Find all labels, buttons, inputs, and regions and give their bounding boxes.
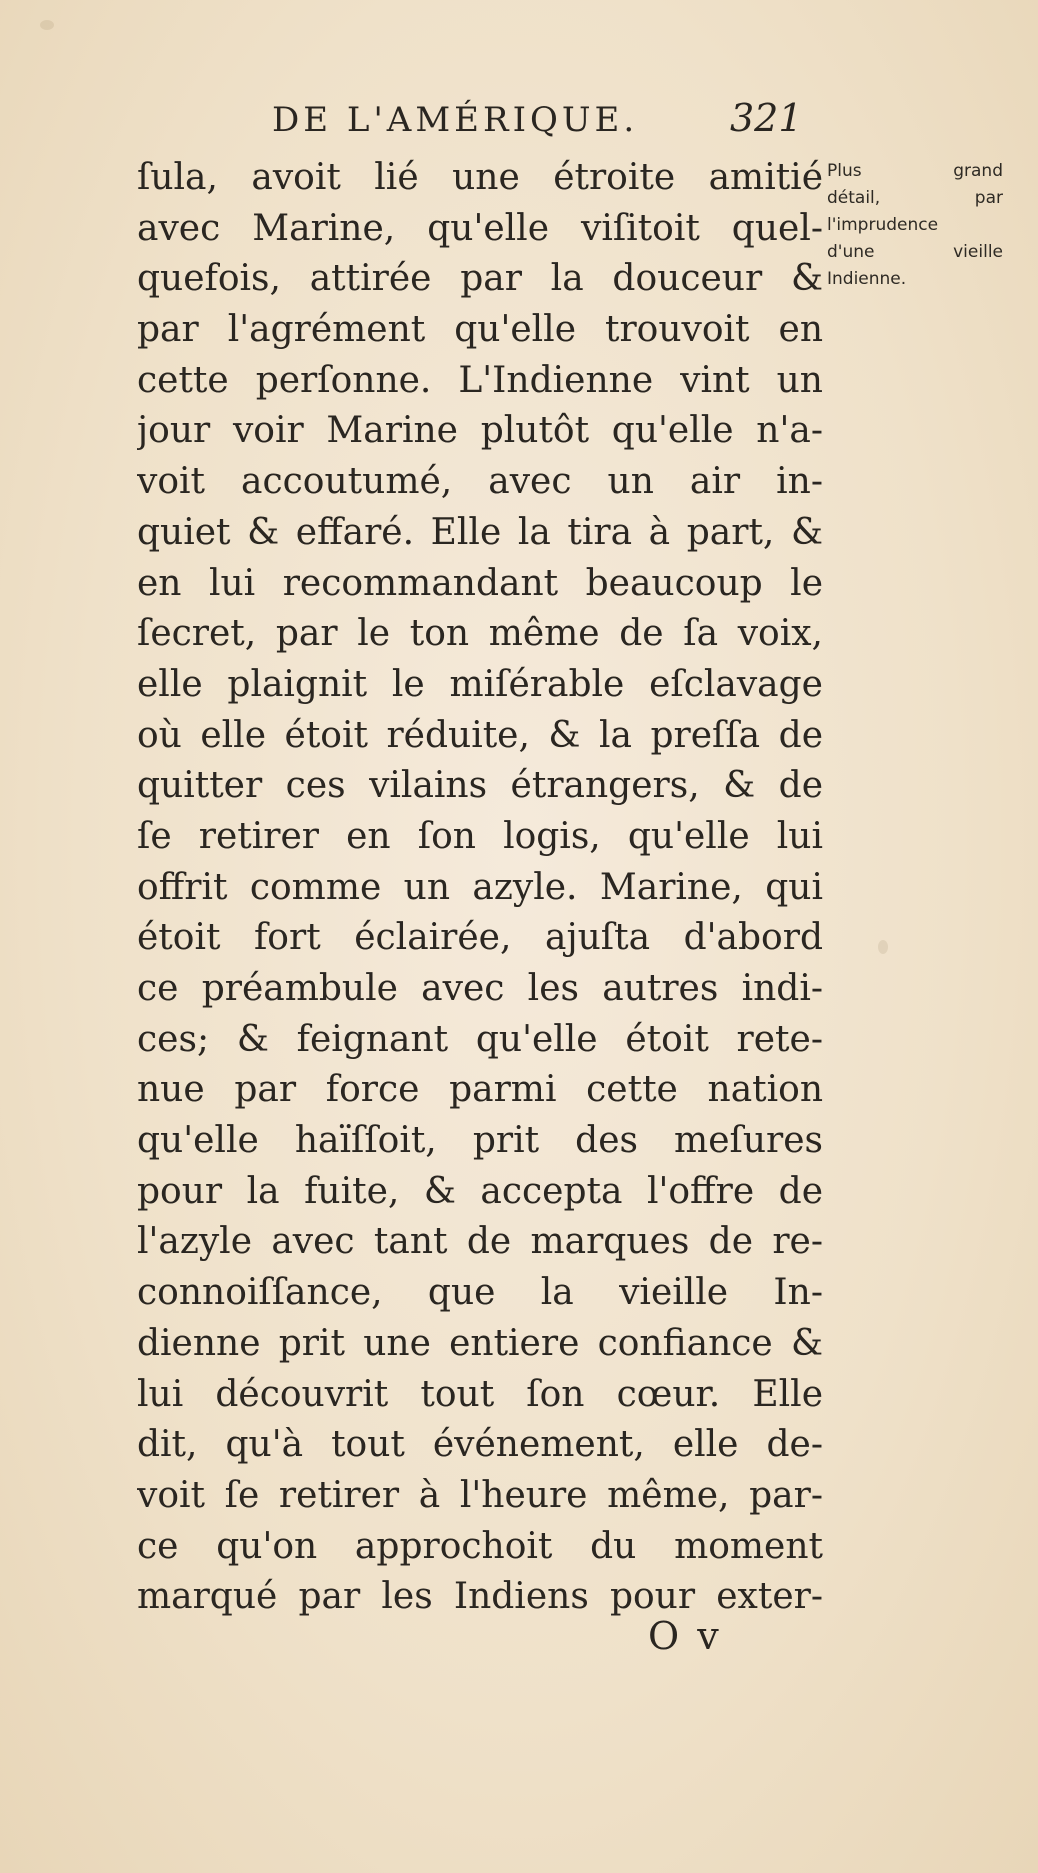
text-line: ce préambule avec les autres indi- bbox=[137, 968, 823, 1009]
text-line: connoiſſance, que la vieille In- bbox=[137, 1272, 823, 1314]
text-line: étoit fort éclairée, ajuſta d'abord bbox=[137, 917, 823, 959]
text-line: où elle étoit réduite, & la preſſa de bbox=[137, 714, 823, 756]
running-head bbox=[262, 96, 822, 150]
text-line: ſe retirer en ſon logis, qu'elle lui bbox=[137, 815, 823, 857]
text-line: nue par force parmi cette nation bbox=[137, 1069, 823, 1111]
margin-note-line: Plus grand bbox=[827, 161, 1003, 181]
text-line: voit accoutumé, avec un air in- bbox=[137, 461, 823, 503]
paper-stain bbox=[40, 20, 54, 30]
margin-note-line: l'imprudence bbox=[827, 215, 939, 235]
text-line: elle plaignit le miſérable eſclavage bbox=[137, 663, 823, 705]
text-line: voit ſe retirer à l'heure même, par- bbox=[137, 1474, 823, 1516]
margin-note-line: détail, par bbox=[827, 188, 1003, 208]
text-line: ce qu'on approchoit du moment bbox=[137, 1525, 823, 1567]
text-line: qu'elle haïſſoit, prit des meſures bbox=[137, 1120, 823, 1162]
text-line: ſecret, par le ton même de ſa voix, bbox=[137, 613, 823, 655]
text-line: ces; & feignant qu'elle étoit rete- bbox=[137, 1018, 823, 1060]
signature-mark: O v bbox=[648, 1614, 722, 1658]
text-line: en lui recommandant beaucoup le bbox=[137, 562, 823, 604]
paper-stain bbox=[878, 940, 888, 954]
running-head-title: DE L'AMÉRIQUE. bbox=[272, 100, 639, 140]
text-line: l'azyle avec tant de marques de re- bbox=[137, 1221, 823, 1263]
text-line: quitter ces vilains étrangers, & de bbox=[137, 765, 823, 807]
text-line: marqué par les Indiens pour exter- bbox=[137, 1576, 823, 1618]
text-line: dienne prit une entiere confiance & bbox=[137, 1322, 823, 1364]
text-line: cette perſonne. L'Indienne vint un bbox=[137, 359, 823, 401]
page-number: 321 bbox=[730, 96, 803, 140]
text-line: jour voir Marine plutôt qu'elle n'a- bbox=[137, 410, 823, 452]
margin-note-line: d'une vieille bbox=[827, 242, 1003, 262]
text-line: offrit comme un azyle. Marine, qui bbox=[137, 866, 823, 908]
text-line: par l'agrément qu'elle trouvoit en bbox=[137, 309, 823, 351]
margin-note-line: Indienne. bbox=[827, 269, 907, 289]
text-line: avec Marine, qu'elle viſitoit quel- bbox=[137, 207, 823, 249]
text-line: quefois, attirée par la douceur & bbox=[137, 258, 823, 300]
text-line: pour la fuite, & accepta l'offre de bbox=[137, 1170, 823, 1212]
text-line: ſula, avoit lié une étroite amitié bbox=[137, 157, 823, 198]
text-line: quiet & effaré. Elle la tira à part, & bbox=[137, 511, 823, 553]
margin-note bbox=[827, 158, 1003, 293]
text-line: lui découvrit tout ſon cœur. Elle bbox=[137, 1373, 823, 1415]
text-line: dit, qu'à tout événement, elle de- bbox=[137, 1424, 823, 1466]
body-text bbox=[137, 153, 823, 1623]
